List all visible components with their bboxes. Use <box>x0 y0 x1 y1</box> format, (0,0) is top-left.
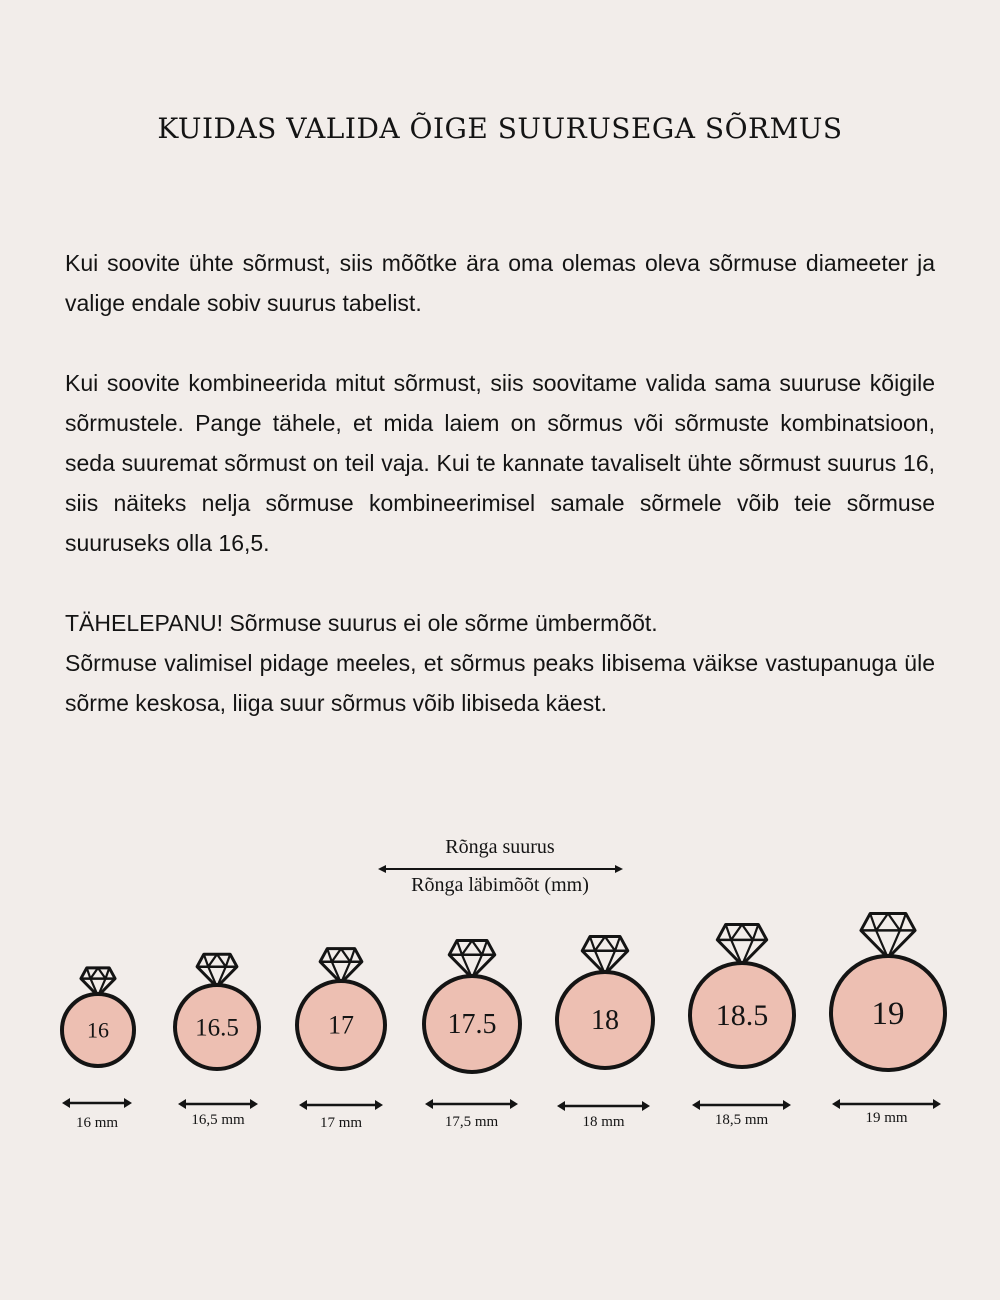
ring-18.5 <box>690 924 794 1128</box>
diameter-arrow <box>692 1100 791 1110</box>
ring-18 <box>557 937 653 1130</box>
diameter-arrow <box>557 1101 650 1111</box>
paragraph-combining-rings: Kui soovite kombineerida mitut sõrmust, siis soovitame valida sama suuruse kõigile sõrmustele. Pange tähele, et mida laiem on sõrmus või sõrmuste kombinatsioon, seda suuremat sõrmust on teil vaja. Kui te kannate tavaliselt ühte sõrmust suurus 16, siis näiteks nelja sõrmuse kombineerimisel samale sõrmele võib teie sõrmuse suuruseks olla 16,5. <box>65 370 935 556</box>
ring-size-number: 18.5 <box>715 998 769 1032</box>
ring-16 <box>62 968 134 1131</box>
attention-line: TÄHELEPANU! Sõrmuse suurus ei ole sõrme ümbermõõt. <box>65 610 658 636</box>
diamond-icon <box>81 968 115 996</box>
ring-size-number: 16 <box>87 1017 109 1043</box>
ring-17.5 <box>424 941 520 1130</box>
legend-ring-size-label: Rõnga suurus <box>445 836 555 858</box>
diamond-icon <box>449 941 495 978</box>
ring-size-number: 16.5 <box>195 1014 239 1042</box>
ring-size-number: 18 <box>591 1005 619 1037</box>
diameter-arrow <box>299 1100 383 1110</box>
diameter-arrow <box>832 1099 941 1109</box>
page-title: KUIDAS VALIDA ÕIGE SUURUSEGA SÕRMUS <box>157 112 843 145</box>
diamond-icon <box>582 937 628 974</box>
ring-size-number: 17 <box>328 1010 354 1040</box>
diamond-icon <box>320 949 362 983</box>
diamond-icon <box>717 924 766 965</box>
ring-19 <box>831 914 945 1126</box>
ring-diameter-label: 17,5 mm <box>444 1114 499 1130</box>
attention-advice: Sõrmuse valimisel pidage meeles, et sõrmus peaks libisema väikse vastupanuga üle sõrme keskosa, liiga suur sõrmus võib libiseda käest. <box>65 650 935 716</box>
ring-diameter-label: 19 mm <box>865 1110 908 1126</box>
diameter-arrow <box>62 1098 132 1108</box>
diameter-arrow <box>178 1099 258 1109</box>
ring-size-number: 17.5 <box>447 1009 497 1041</box>
diamond-icon <box>197 954 237 987</box>
ring-diameter-label: 18 mm <box>582 1114 625 1130</box>
ring-diameter-label: 18,5 mm <box>714 1112 769 1128</box>
paragraph-single-ring: Kui soovite ühte sõrmust, siis mõõtke ära oma olemas oleva sõrmuse diameeter ja valige endale sobiv suurus tabelist. <box>65 250 935 316</box>
ring-diameter-label: 17 mm <box>319 1115 363 1131</box>
ring-16.5 <box>175 954 259 1128</box>
ring-diameter-label: 16,5 mm <box>191 1112 245 1128</box>
ring-diameter-label: 16 mm <box>75 1115 119 1131</box>
legend-ring-diameter-label: Rõnga läbimõõt (mm) <box>411 874 589 896</box>
ring-size-number: 19 <box>871 995 905 1032</box>
diameter-arrow <box>425 1099 518 1109</box>
ring-17 <box>297 949 385 1131</box>
diamond-icon <box>861 914 915 958</box>
